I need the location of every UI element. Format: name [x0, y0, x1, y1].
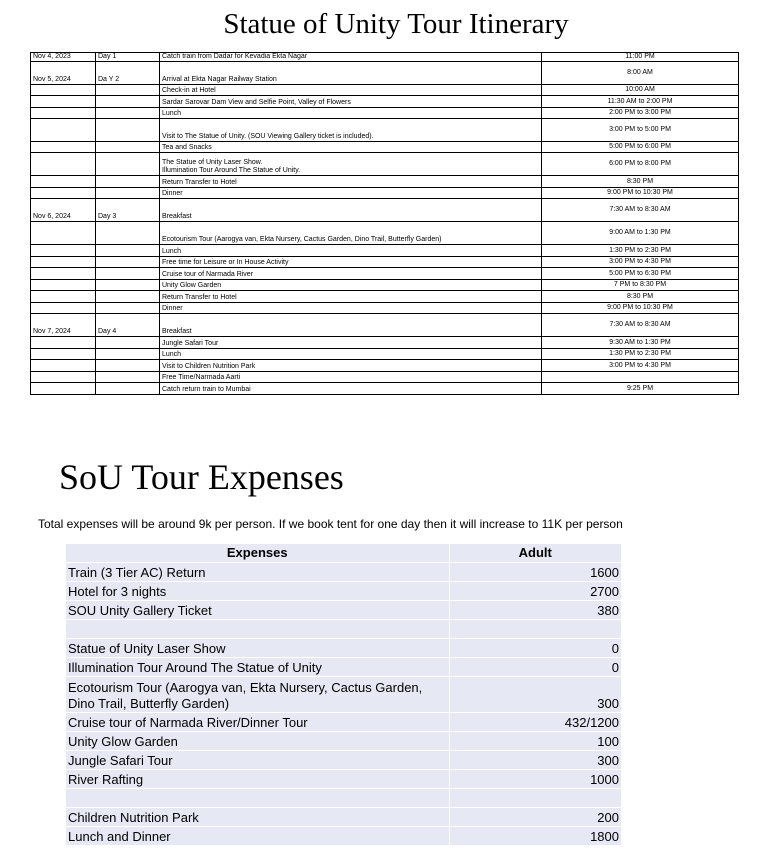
itinerary-time: 3:00 PM to 4:30 PM	[542, 257, 739, 268]
expenses-summary: Total expenses will be around 9k per person. If we book tent for one day then it will increase to 11K per person	[38, 517, 623, 531]
itinerary-day	[96, 257, 160, 268]
itinerary-time: 1:30 PM to 2:30 PM	[542, 349, 739, 360]
expense-item: Cruise tour of Narmada River/Dinner Tour	[66, 713, 449, 732]
itinerary-activity	[160, 62, 542, 85]
expense-amount: 0	[449, 639, 621, 658]
itinerary-activity-text: Arrival at Ekta Nagar Railway Station	[162, 76, 277, 83]
itinerary-activity-text: Catch train from Dadar for Kevadia Ekta Nagar	[162, 53, 308, 60]
itinerary-row	[31, 303, 739, 314]
itinerary-row	[31, 257, 739, 268]
itinerary-row	[31, 62, 739, 85]
itinerary-activity	[160, 349, 542, 360]
itinerary-day	[96, 280, 160, 291]
itinerary-activity-text: Lunch	[162, 351, 182, 358]
itinerary-activity	[160, 222, 542, 245]
itinerary-activity-text: Ecotourism Tour (Aarogya van, Ekta Nursery, Cactus Garden, Dino Trail, Butterfly Garden)	[162, 236, 442, 243]
itinerary-activity	[160, 119, 542, 142]
expense-item: Ecotourism Tour (Aarogya van, Ekta Nursery, Cactus Garden, Dino Trail, Butterfly Garden)	[66, 677, 449, 713]
itinerary-date	[31, 142, 96, 153]
itinerary-date	[31, 291, 96, 303]
itinerary-activity	[160, 96, 542, 108]
itinerary-table	[30, 52, 739, 395]
itinerary-activity	[160, 314, 542, 337]
itinerary-row	[31, 222, 739, 245]
itinerary-time: 10:00 AM	[542, 85, 739, 96]
itinerary-row	[31, 119, 739, 142]
itinerary-time: 9:30 AM to 1:30 PM	[542, 337, 739, 349]
expenses-row	[66, 601, 621, 620]
itinerary-row	[31, 268, 739, 280]
itinerary-row	[31, 291, 739, 303]
itinerary-day	[96, 360, 160, 372]
itinerary-activity-text: The Statue of Unity Laser Show.	[162, 159, 263, 166]
itinerary-time: 8:30 PM	[542, 176, 739, 188]
expense-amount: 1000	[449, 770, 621, 789]
expense-item	[66, 789, 449, 808]
itinerary-day: Day 4	[96, 314, 160, 337]
itinerary-activity	[160, 268, 542, 280]
itinerary-row	[31, 188, 739, 199]
itinerary-row	[31, 372, 739, 383]
itinerary-activity-text: Return Transfer to Hotel	[162, 179, 237, 186]
itinerary-time: 9:00 PM to 10:30 PM	[542, 303, 739, 314]
expenses-title: SoU Tour Expenses	[59, 457, 344, 497]
itinerary-activity-text: Catch return train to Mumbai	[162, 386, 251, 393]
itinerary-activity-text: Lunch	[162, 110, 182, 117]
itinerary-time: 8:30 PM	[542, 291, 739, 303]
expense-amount: 300	[449, 751, 621, 770]
expenses-table	[66, 544, 621, 846]
itinerary-day	[96, 268, 160, 280]
itinerary-date	[31, 372, 96, 383]
itinerary-day	[96, 85, 160, 96]
expense-item: Lunch and Dinner	[66, 827, 449, 846]
expense-item: Hotel for 3 nights	[66, 582, 449, 601]
itinerary-time: 9:00 PM to 10:30 PM	[542, 188, 739, 199]
expense-amount	[449, 789, 621, 808]
expenses-row	[66, 582, 621, 601]
expense-item: Children Nutrition Park	[66, 808, 449, 827]
expenses-row	[66, 677, 621, 713]
itinerary-activity	[160, 280, 542, 291]
itinerary-row	[31, 199, 739, 222]
itinerary-activity-text: Cruise tour of Narmada River	[162, 271, 254, 278]
itinerary-row	[31, 153, 739, 176]
itinerary-time: 6:00 PM to 8:00 PM	[542, 153, 739, 176]
expense-amount: 1800	[449, 827, 621, 846]
itinerary-date	[31, 153, 96, 176]
itinerary-activity-text: Return Transfer to Hotel	[162, 294, 237, 301]
itinerary-time: 11:00 PM	[542, 53, 739, 62]
itinerary-date	[31, 108, 96, 119]
itinerary-day: Day 1	[96, 53, 160, 62]
expense-amount: 200	[449, 808, 621, 827]
itinerary-day	[96, 142, 160, 153]
itinerary-time: 1:30 PM to 2:30 PM	[542, 245, 739, 257]
itinerary-time: 2:00 PM to 3:00 PM	[542, 108, 739, 119]
itinerary-day	[96, 188, 160, 199]
expense-item: Illumination Tour Around The Statue of Unity	[66, 658, 449, 677]
itinerary-activity-text: Free Time/Narmada Aarti	[162, 374, 241, 381]
itinerary-time: 5:00 PM to 6:30 PM	[542, 268, 739, 280]
itinerary-activity	[160, 337, 542, 349]
itinerary-date: Nov 6, 2024	[31, 199, 96, 222]
itinerary-activity	[160, 153, 542, 176]
itinerary-activity-text: Sardar Sarovar Dam View and Selfie Point, Valley of Flowers	[162, 99, 351, 106]
itinerary-date: Nov 4, 2023	[31, 53, 96, 62]
expense-item: River Rafting	[66, 770, 449, 789]
itinerary-day: Day 3	[96, 199, 160, 222]
itinerary-row	[31, 176, 739, 188]
expense-amount: 380	[449, 601, 621, 620]
itinerary-day	[96, 96, 160, 108]
itinerary-activity-text: Unity Glow Garden	[162, 282, 222, 289]
itinerary-activity-text: Dinner	[162, 305, 183, 312]
itinerary-time: 7:30 AM to 8:30 AM	[542, 314, 739, 337]
expense-amount: 0	[449, 658, 621, 677]
itinerary-row	[31, 337, 739, 349]
expenses-row	[66, 713, 621, 732]
itinerary-time: 9:25 PM	[542, 383, 739, 395]
itinerary-date	[31, 176, 96, 188]
itinerary-date	[31, 85, 96, 96]
itinerary-day	[96, 222, 160, 245]
itinerary-row	[31, 96, 739, 108]
itinerary-activity-text: Visit to Children Nutrition Park	[162, 363, 256, 370]
itinerary-date: Nov 7, 2024	[31, 314, 96, 337]
itinerary-activity-text: Lunch	[162, 248, 182, 255]
itinerary-day	[96, 176, 160, 188]
itinerary-activity	[160, 199, 542, 222]
itinerary-activity-text: Illumination Tour Around The Statue of Unity.	[162, 167, 301, 174]
itinerary-activity-text: Tea and Snacks	[162, 144, 212, 151]
itinerary-activity	[160, 360, 542, 372]
itinerary-date: Nov 5, 2024	[31, 62, 96, 85]
expenses-row	[66, 827, 621, 846]
itinerary-activity	[160, 142, 542, 153]
itinerary-date	[31, 337, 96, 349]
expense-item: Train (3 Tier AC) Return	[66, 563, 449, 582]
expense-amount: 2700	[449, 582, 621, 601]
itinerary-activity	[160, 245, 542, 257]
itinerary-date	[31, 245, 96, 257]
itinerary-activity	[160, 53, 542, 62]
itinerary-date	[31, 349, 96, 360]
itinerary-date	[31, 188, 96, 199]
itinerary-activity-text: Dinner	[162, 190, 183, 197]
expense-amount: 300	[449, 677, 621, 713]
itinerary-activity-text: Jungle Safari Tour	[162, 340, 219, 347]
itinerary-day	[96, 245, 160, 257]
itinerary-row	[31, 108, 739, 119]
itinerary-title: Statue of Unity Tour Itinerary	[223, 8, 569, 40]
itinerary-date	[31, 222, 96, 245]
expenses-row	[66, 620, 621, 639]
expenses-row	[66, 658, 621, 677]
expenses-row	[66, 732, 621, 751]
itinerary-row	[31, 245, 739, 257]
itinerary-time: 3:00 PM to 4:30 PM	[542, 360, 739, 372]
expenses-row	[66, 751, 621, 770]
itinerary-activity-text: Visit to The Statue of Unity. (SOU Viewing Gallery ticket is included).	[162, 133, 374, 140]
itinerary-row	[31, 85, 739, 96]
expenses-row	[66, 563, 621, 582]
itinerary-time: 7:30 AM to 8:30 AM	[542, 199, 739, 222]
itinerary-activity	[160, 303, 542, 314]
itinerary-activity	[160, 85, 542, 96]
itinerary-date	[31, 268, 96, 280]
expense-item: Unity Glow Garden	[66, 732, 449, 751]
itinerary-row	[31, 53, 739, 62]
itinerary-activity	[160, 291, 542, 303]
itinerary-date	[31, 96, 96, 108]
expenses-header-row	[66, 544, 621, 563]
itinerary-day	[96, 337, 160, 349]
itinerary-activity-text: Breakfast	[162, 213, 192, 220]
expense-amount: 100	[449, 732, 621, 751]
itinerary-activity-text: Free time for Leisure or In House Activity	[162, 259, 289, 266]
expense-amount	[449, 620, 621, 639]
itinerary-activity	[160, 176, 542, 188]
itinerary-day	[96, 372, 160, 383]
itinerary-date	[31, 280, 96, 291]
expense-item: SOU Unity Gallery Ticket	[66, 601, 449, 620]
itinerary-time	[542, 372, 739, 383]
itinerary-row	[31, 383, 739, 395]
expenses-row	[66, 639, 621, 658]
itinerary-time: 3:00 PM to 5:00 PM	[542, 119, 739, 142]
itinerary-row	[31, 280, 739, 291]
itinerary-date	[31, 303, 96, 314]
itinerary-day	[96, 303, 160, 314]
itinerary-date	[31, 383, 96, 395]
itinerary-row	[31, 349, 739, 360]
itinerary-day: Da Y 2	[96, 62, 160, 85]
itinerary-activity	[160, 372, 542, 383]
itinerary-activity-text: Breakfast	[162, 328, 192, 335]
itinerary-day	[96, 153, 160, 176]
itinerary-time: 7 PM to 8:30 PM	[542, 280, 739, 291]
expense-amount: 432/1200	[449, 713, 621, 732]
itinerary-date	[31, 360, 96, 372]
itinerary-time: 5:00 PM to 6:00 PM	[542, 142, 739, 153]
itinerary-day	[96, 383, 160, 395]
itinerary-time: 8:00 AM	[542, 62, 739, 85]
itinerary-activity	[160, 188, 542, 199]
expense-item: Jungle Safari Tour	[66, 751, 449, 770]
itinerary-time: 9:00 AM to 1:30 PM	[542, 222, 739, 245]
expenses-header-item: Expenses	[66, 544, 449, 563]
expenses-row	[66, 770, 621, 789]
itinerary-date	[31, 119, 96, 142]
expense-amount: 1600	[449, 563, 621, 582]
itinerary-activity	[160, 383, 542, 395]
itinerary-activity	[160, 108, 542, 119]
itinerary-day	[96, 291, 160, 303]
itinerary-row	[31, 314, 739, 337]
itinerary-row	[31, 142, 739, 153]
itinerary-date	[31, 257, 96, 268]
expenses-header-adult: Adult	[449, 544, 621, 563]
itinerary-day	[96, 119, 160, 142]
itinerary-day	[96, 108, 160, 119]
expense-item: Statue of Unity Laser Show	[66, 639, 449, 658]
itinerary-time: 11:30 AM to 2:00 PM	[542, 96, 739, 108]
expenses-row	[66, 808, 621, 827]
itinerary-day	[96, 349, 160, 360]
itinerary-activity	[160, 257, 542, 268]
itinerary-row	[31, 360, 739, 372]
expense-item	[66, 620, 449, 639]
itinerary-activity-text: Check-in at Hotel	[162, 87, 216, 94]
expenses-row	[66, 789, 621, 808]
